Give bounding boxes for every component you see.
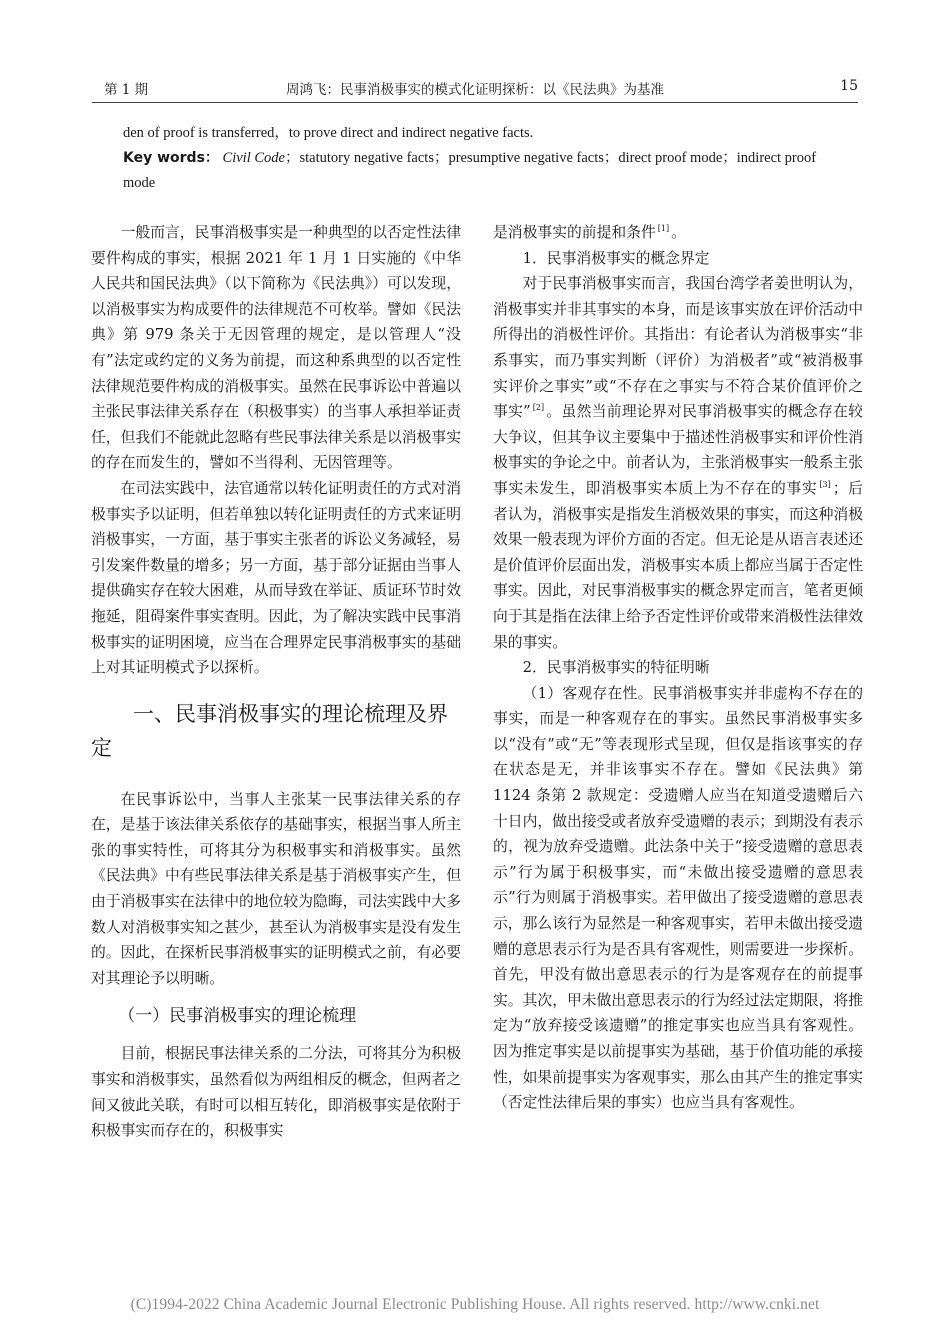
citation-ref: [2] bbox=[532, 403, 545, 413]
subsection-heading: （一）民事消极事实的理论梳理 bbox=[118, 1006, 357, 1027]
paragraph: 目前，根据民事法律关系的二分法，可将其分为积极事实和消极事实，虽然看似为两组相反的概念，但两者之间又彼此关联，有时可以相互转化，即消极事实是依附于积极事实而存在的，积极事实 bbox=[91, 1045, 461, 1140]
copyright-footer: (C)1994-2022 China Academic Journal Electronic Publishing House. All rights reserved. http://www.cnki.net bbox=[130, 1296, 820, 1313]
keyword-civil-code: Civil Code bbox=[222, 150, 285, 166]
text: 。虽然当前理论界对民事消极事实的概念存在较大争议，但其争议主要集中于描述性消极事实和评价性消极事实的争论之中。前者认为，主张消极事实一般系主张事实未发生，即消极事实本质上为不存在的事实 bbox=[493, 403, 863, 497]
section-heading: 一、民事消极事实的理论梳理及界定 bbox=[91, 701, 448, 760]
text: ；后者认为，消极事实是指发生消极效果的事实，而这种消极效果一般表现为评价方面的否定。但无论是从语言表述还是价值评价层面出发，消极事实本质上都应当属于否定性事实。因此，对民事消极事实的概念界定而言，笔者更倾向于其是指在法律上给予否定性评价或带来消极性法律效果的事实。 bbox=[493, 479, 863, 651]
paragraph: （1）客观存在性。民事消极事实并非虚构不存在的事实，而是一种客观存在的事实。虽然民事消极事实多以“没有”或“无”等表现形式呈现，但仅是指该事实的存在状态是无，并非该事实不存在。譬如《民法典》第 1124 条第 2 款规定：受遗赠人应当在知道受遗赠后六十日内，做出接受或者放弃受遗赠的表示；到期没有表示的，视为放弃受遗赠。此法条中关于“接受遗赠的意思表示”行为属于积极事实，而“未做出接受遗赠的意思表示”行为则属于消极事实。若甲做出了接受遗赠的意思表示，那么该行为显然是一种客观事实，若甲未做出接受遗赠的意思表示行为是否具有客观性，则需要进一步探析。首先，甲没有做出意思表示的行为是客观存在的前提事实。其次，甲未做出意思表示的行为经过法定期限，将推定为“放弃接受该遗赠”的推定事实也应当具有客观性。因为推定事实是以前提事实为基础，基于价值功能的承接性，如果前提事实为客观事实，那么由其产生的推定事实（否定性法律后果的事实）也应当具有客观性。 bbox=[493, 684, 863, 1112]
text: 对于民事消极事实而言，我国台湾学者姜世明认为，消极事实并非其事实的本身，而是该事实放在评价活动中所得出的消极性评价。其指出：有论者认为消极事实“非系事实，而乃事实判断（评价）为消极者”或“被消极事实评价之事实”或“不存在之事实与不符合某价值评价之事实” bbox=[493, 275, 863, 421]
citation-ref: [1] bbox=[657, 224, 670, 233]
citation-ref: [3] bbox=[819, 479, 831, 489]
page-number: 15 bbox=[840, 78, 858, 94]
keywords-rest: ；statutory negative facts；presumptive negative facts；direct proof mode；indirect proof mode bbox=[123, 150, 817, 191]
paragraph-continuation bbox=[493, 220, 863, 246]
header-rule bbox=[92, 102, 858, 103]
running-title: 周鸿飞：民事消极事实的模式化证明探析：以《民法典》为基准 bbox=[286, 82, 664, 98]
text: 是消极事实的前提和条件 bbox=[493, 224, 656, 241]
paragraph: 在司法实践中，法官通常以转化证明责任的方式对消极事实予以证明，但若单独以转化证明责任的方式来证明消极事实，一方面，基于事实主张者的诉讼义务减轻，易引发案件数量的增多；另一方面，基于部分证据由当事人提供确实存在较大困难，从而导致在举证、质证环节时效拖延，阻碍案件事实查明。因此，为了解决实践中民事消极事实的证明困境，应当在合理界定民事消极事实的基础上对其证明模式予以探析。 bbox=[91, 479, 461, 677]
keywords-label: Key words： bbox=[123, 150, 219, 166]
subheading-1: 1．民事消极事实的概念界定 bbox=[522, 249, 710, 267]
text: 。 bbox=[671, 224, 686, 241]
right-column bbox=[493, 220, 863, 1116]
paragraph: 一般而言，民事消极事实是一种典型的以否定性法律要件构成的事实，根据 2021 年 1 月 1 日实施的《中华人民共和国民法典》（以下简称为《民法典》）可以发现，以消极事实为构成要件的法律规范不可枚举。譬如《民法典》第 979 条关于无因管理的规定，是以管理人“没有”法定或约定的义务为前提，而这种系典型的以否定性法律规范要件构成的消极事实。虽然在民事诉讼中普遍以主张民事法律关系存在（积极事实）的当事人承担举证责任，但我们不能就此忽略有些民事法律关系是以消极事实的存在而发生的，譬如不当得利、无因管理等。 bbox=[91, 224, 461, 472]
paragraph bbox=[493, 271, 863, 655]
subheading-2: 2．民事消极事实的特征明晰 bbox=[522, 659, 710, 677]
keywords bbox=[123, 146, 838, 196]
paragraph: 在民事诉讼中，当事人主张某一民事法律关系的存在，是基于该法律关系依存的基础事实，根据当事人所主张的事实特性，可将其分为积极事实和消极事实。虽然《民法典》中有些民事法律关系是基于消极事实产生，但由于消极事实在法律中的地位较为隐晦，司法实践中大多数人对消极事实知之甚少，甚至认为消极事实是没有发生的。因此，在探析民事消极事实的证明模式之前，有必要对其理论予以明晰。 bbox=[91, 790, 461, 987]
abstract-line: den of proof is transferred，to prove direct and indirect negative facts. bbox=[123, 125, 534, 141]
issue-label: 第 1 期 bbox=[104, 82, 149, 98]
running-header bbox=[92, 78, 858, 102]
left-column bbox=[91, 220, 461, 1144]
